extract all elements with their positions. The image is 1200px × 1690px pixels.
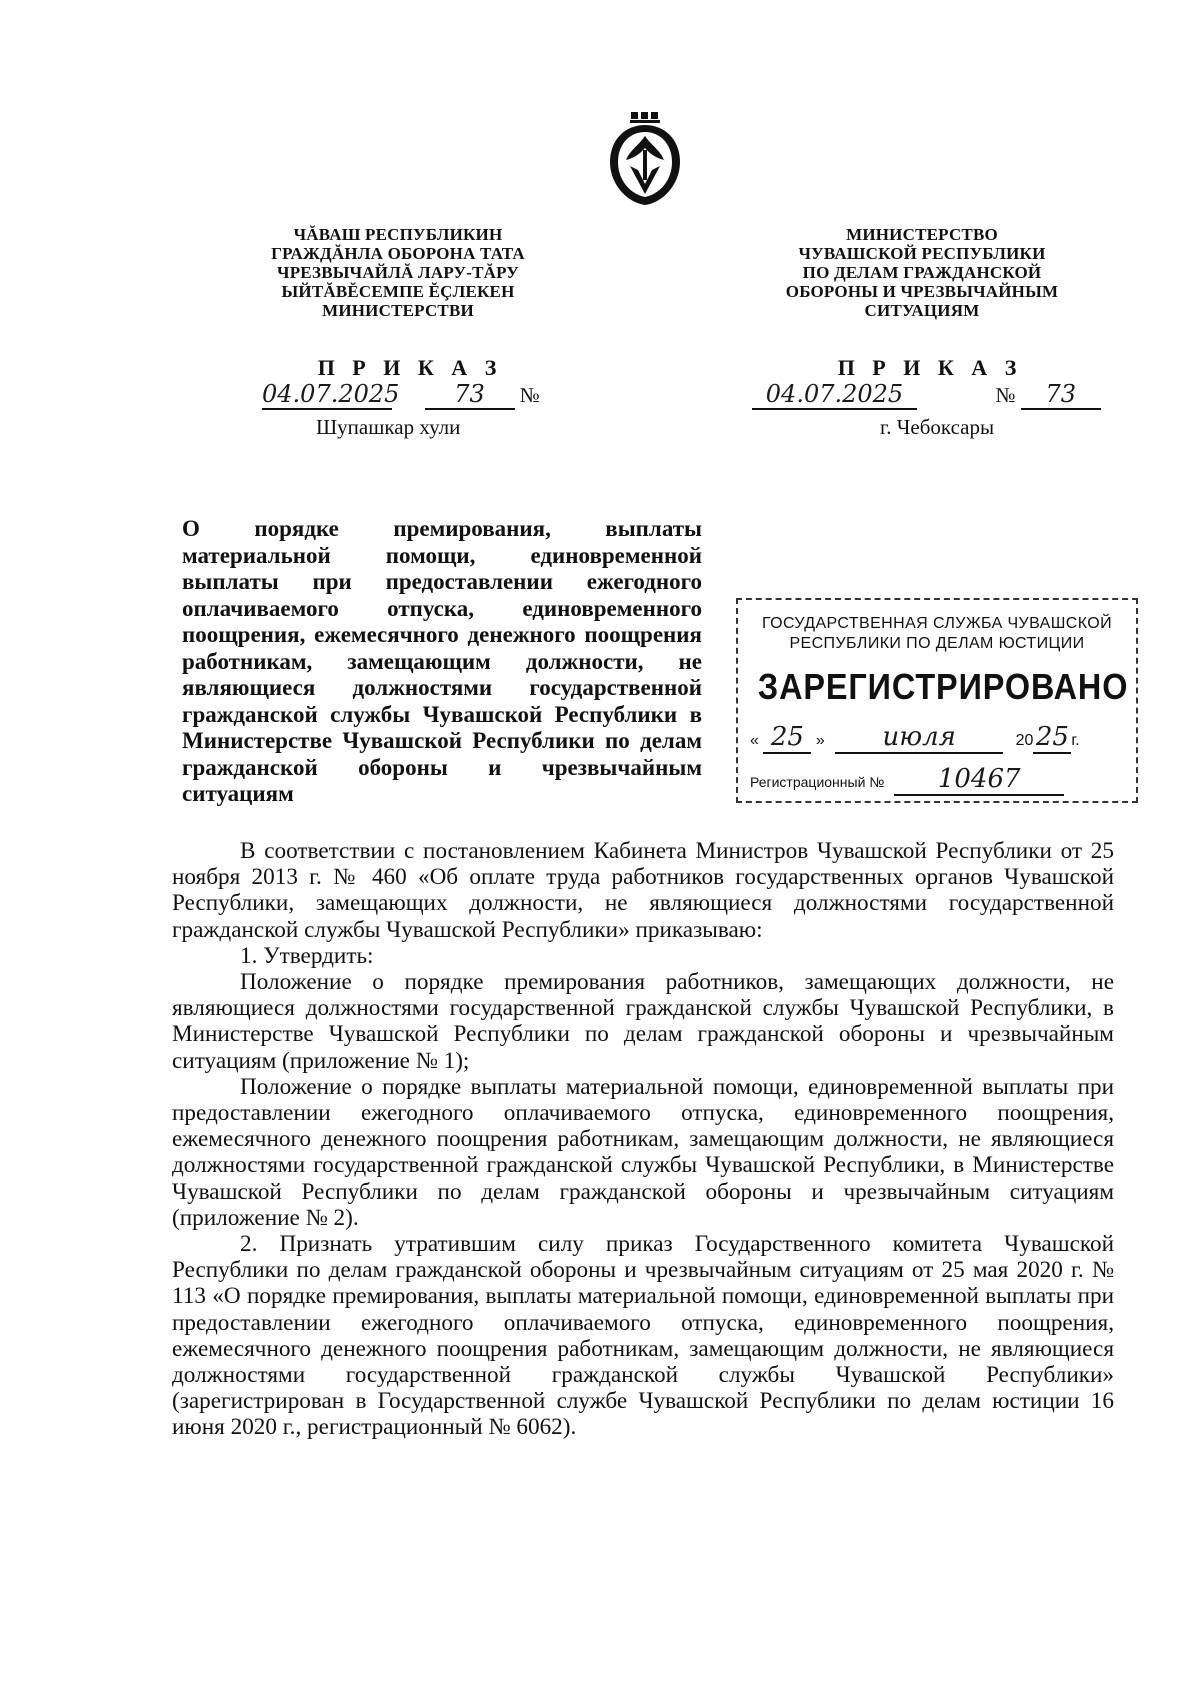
header-right-line: СИТУАЦИЯМ xyxy=(864,301,980,320)
stamp-year-handwritten: 25 xyxy=(1033,722,1071,754)
header-ministry-chuvash xyxy=(218,225,578,320)
stamp-date xyxy=(750,722,1130,754)
header-left-line: ГРАЖДĂНЛА ОБОРОНА ТАТА xyxy=(271,244,525,263)
registration-stamp xyxy=(736,598,1138,803)
header-right-line: ЧУВАШСКОЙ РЕСПУБЛИКИ xyxy=(798,244,1046,263)
order-title-right: П Р И К А З xyxy=(837,355,1023,380)
header-left-line: МИНИСТЕРСТВИ xyxy=(322,301,474,320)
stamp-org-line: РЕСПУБЛИКИ ПО ДЕЛАМ ЮСТИЦИИ xyxy=(789,635,1085,652)
header-ministry-russian xyxy=(742,225,1102,320)
stamp-organization xyxy=(738,614,1136,654)
stamp-year-prefix: 20 xyxy=(1015,732,1034,749)
stamp-quote-close: » xyxy=(815,732,825,749)
stamp-day-handwritten: 25 xyxy=(763,722,811,754)
body-paragraph: В соответствии с постановлением Кабинета Министров Чувашской Республики от 25 ноября 2013 г. № 460 «Об оплате труда работников государственных органов Чувашской Республики, замещающих должности, не являющиеся должностями государственной гражданской службы Чувашской Республики» приказываю: xyxy=(172,838,1114,943)
stamp-status: ЗАРЕГИСТРИРОВАНО xyxy=(757,666,1129,707)
emblem-graphic xyxy=(600,110,690,210)
order-title-left: П Р И К А З xyxy=(317,355,503,380)
order-date-handwritten: 04.07.2025 xyxy=(262,380,400,408)
body-paragraph: 1. Утвердить: xyxy=(240,942,374,969)
stamp-quote-open: « xyxy=(750,732,759,749)
city-russian: г. Чебоксары xyxy=(880,415,995,439)
body-paragraph: 2. Признать утратившим силу приказ Государственного комитета Чувашской Республики по делам гражданской обороны и чрезвычайным ситуациям от 25 мая 2020 г. № 113 «О порядке премирования, выплаты материальной помощи, единовременной выплаты при предоставлении ежегодного оплачиваемого отпуска, единовременного поощрения, ежемесячного денежного поощрения работникам, замещающим должности, не являющиеся должностями государственной гражданской службы Чувашской Республики» (зарегистрирован в Государственной службе Чувашской Республики по делам юстиции 16 июня 2020 г., регистрационный № 6062). xyxy=(172,1231,1114,1441)
order-subject-title: О порядке премирования, выплаты материальной помощи, единовременной выплаты при предоставлении ежегодного оплачиваемого отпуска, единовременного поощрения, ежемесячного денежного поощрения работникам, замещающим должности, не являющиеся должностями государственной гражданской службы Чувашской Республики в Министерстве Чувашской Республики по делам гражданской обороны и чрезвычайным ситуациям xyxy=(182,516,702,806)
order-date-number-left xyxy=(262,380,540,412)
order-date-handwritten: 04.07.2025 xyxy=(752,380,917,410)
stamp-year-unit: г. xyxy=(1071,732,1080,749)
coat-of-arms-icon xyxy=(600,110,690,210)
header-right-line: МИНИСТЕРСТВО xyxy=(846,225,998,244)
order-number-handwritten: 73 xyxy=(1021,380,1101,410)
number-sign: № xyxy=(519,383,540,407)
order-date-number-right xyxy=(752,380,1101,412)
header-left-line: ЧĂВАШ РЕСПУБЛИКИН xyxy=(293,225,503,244)
header-right-line: ПО ДЕЛАМ ГРАЖДАНСКОЙ xyxy=(802,263,1042,282)
number-sign: № xyxy=(995,383,1016,407)
stamp-registration xyxy=(750,764,1130,796)
stamp-reg-label: Регистрационный № xyxy=(750,774,885,790)
body-paragraph: Положение о порядке премирования работников, замещающих должности, не являющиеся должностями государственной гражданской службы Чувашской Республики, в Министерстве Чувашской Республики по делам гражданской обороны и чрезвычайным ситуациям (приложение № 1); xyxy=(172,969,1114,1074)
header-right-line: ОБОРОНЫ И ЧРЕЗВЫЧАЙНЫМ xyxy=(785,282,1059,301)
stamp-org-line: ГОСУДАРСТВЕННАЯ СЛУЖБА ЧУВАШСКОЙ xyxy=(761,615,1113,632)
order-number-handwritten: 73 xyxy=(425,380,515,410)
stamp-month-handwritten: июля xyxy=(835,722,1003,754)
body-paragraph: Положение о порядке выплаты материальной помощи, единовременной выплаты при предоставлении ежегодного оплачиваемого отпуска, единовременного поощрения, ежемесячного денежного поощрения работникам, замещающим должности, не являющиеся должностями государственной гражданской службы Чувашской Республики, в Министерстве Чувашской Республики по делам гражданской обороны и чрезвычайным ситуациям (приложение № 2). xyxy=(172,1073,1114,1231)
city-chuvash: Шупашкар хули xyxy=(316,415,461,439)
header-left-line: ЧРЕЗВЫЧАЙЛĂ ЛАРУ-ТĂРУ xyxy=(277,263,519,282)
order-body xyxy=(172,838,1114,1441)
header-left-line: ЫЙТĂВĔСЕМПЕ ĔÇЛЕКЕН xyxy=(281,282,515,301)
stamp-reg-number-handwritten: 10467 xyxy=(894,764,1064,796)
